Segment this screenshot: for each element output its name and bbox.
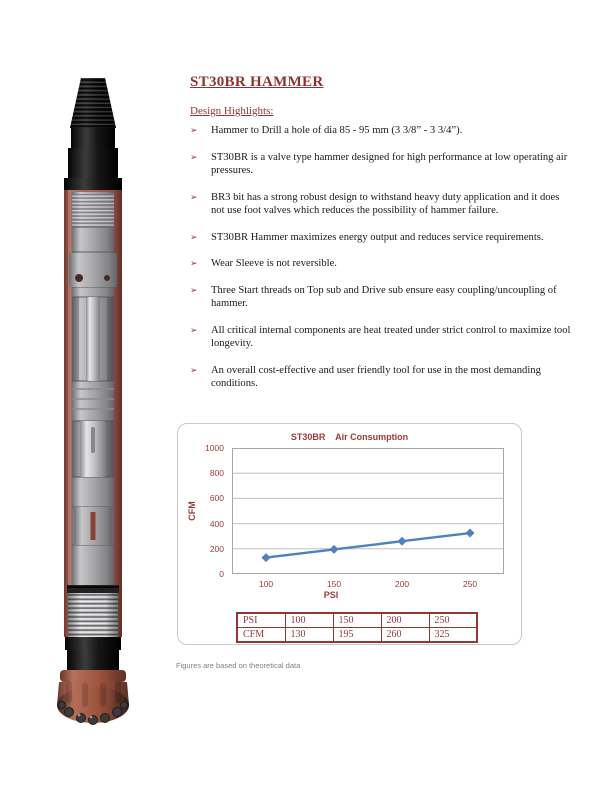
design-highlight-item [190, 191, 572, 218]
bullet-arrow-icon: ➢ [190, 191, 198, 202]
x-tick-label: 250 [462, 579, 478, 589]
section-heading: Design Highlights: [190, 105, 274, 117]
design-highlight-item [190, 124, 572, 138]
y-tick-label: 600 [209, 493, 224, 504]
footnote: Figures are based on theoretical data [176, 661, 301, 670]
table-cell: 260 [381, 628, 429, 643]
bullet-arrow-icon: ➢ [190, 151, 198, 162]
table-cell: 250 [429, 613, 477, 628]
top-sub [64, 78, 122, 191]
design-highlights-list [190, 124, 572, 404]
table-cell: 130 [285, 628, 333, 643]
design-highlight-item [190, 284, 572, 311]
table-cell: 325 [429, 628, 477, 643]
y-tick-label: 0 [219, 569, 224, 579]
y-tick-label: 400 [209, 518, 224, 529]
air-consumption-card [177, 423, 522, 645]
chart-title: ST30BR Air Consumption [290, 432, 409, 442]
bullet-arrow-icon: ➢ [190, 284, 198, 295]
hammer-cutaway-illustration [54, 75, 140, 730]
design-highlight-text: Hammer to Drill a hole of dia 85 - 95 mm (3 3/8” - 3 3/4”). [211, 125, 463, 136]
design-highlight-text: Three Start threads on Top sub and Drive sub ensure easy coupling/uncoupling of hammer. [211, 284, 557, 309]
design-highlight-text: BR3 bit has a strong robust design to withstand heavy duty application and it does not use foot valves which reduces the possibility of hammer failure. [211, 191, 560, 216]
drive-spring [68, 593, 118, 637]
page-title: ST30BR HAMMER [190, 74, 324, 90]
design-highlight-item [190, 257, 572, 271]
bullet-arrow-icon: ➢ [190, 125, 198, 135]
table-row [237, 628, 477, 643]
design-highlight-text: An overall cost-effective and user friendly tool for use in the most demanding conditions. [211, 364, 541, 389]
design-highlight-text: ST30BR Hammer maximizes energy output and reduces service requirements. [211, 231, 544, 243]
table-cell: 200 [381, 613, 429, 628]
design-highlight-text: Wear Sleeve is not reversible. [211, 258, 337, 269]
table-cell: 150 [333, 613, 381, 628]
design-highlight-item [190, 151, 572, 178]
bullet-arrow-icon: ➢ [190, 231, 198, 242]
design-highlight-text: All critical internal components are heat treated under strict control to maximize tool longevity. [211, 324, 571, 349]
x-tick-label: 200 [394, 579, 410, 589]
bullet-arrow-icon: ➢ [190, 364, 198, 375]
air-consumption-table [236, 612, 478, 643]
design-highlight-item [190, 231, 572, 245]
y-tick-label: 1000 [205, 443, 224, 453]
table-cell: PSI [237, 613, 285, 628]
x-tick-label: 150 [326, 579, 342, 589]
design-highlight-item [190, 364, 572, 391]
drill-bit [57, 670, 129, 725]
y-axis-title: CFM [186, 501, 197, 521]
chuck [65, 637, 121, 670]
y-tick-label: 800 [209, 468, 224, 479]
air-consumption-plot [232, 448, 504, 574]
bullet-arrow-icon: ➢ [190, 324, 198, 335]
table-row [237, 613, 477, 628]
design-highlight-text: ST30BR is a valve type hammer designed for high performance at low operating air pressures. [211, 151, 568, 176]
table-cell: CFM [237, 628, 285, 643]
bullet-arrow-icon: ➢ [190, 258, 198, 268]
internal-assembly [67, 192, 119, 593]
design-highlight-item [190, 324, 572, 351]
x-axis-title: PSI [323, 590, 339, 600]
x-tick-label: 100 [258, 579, 274, 589]
table-cell: 100 [285, 613, 333, 628]
table-cell: 195 [333, 628, 381, 643]
y-tick-label: 200 [209, 543, 224, 554]
